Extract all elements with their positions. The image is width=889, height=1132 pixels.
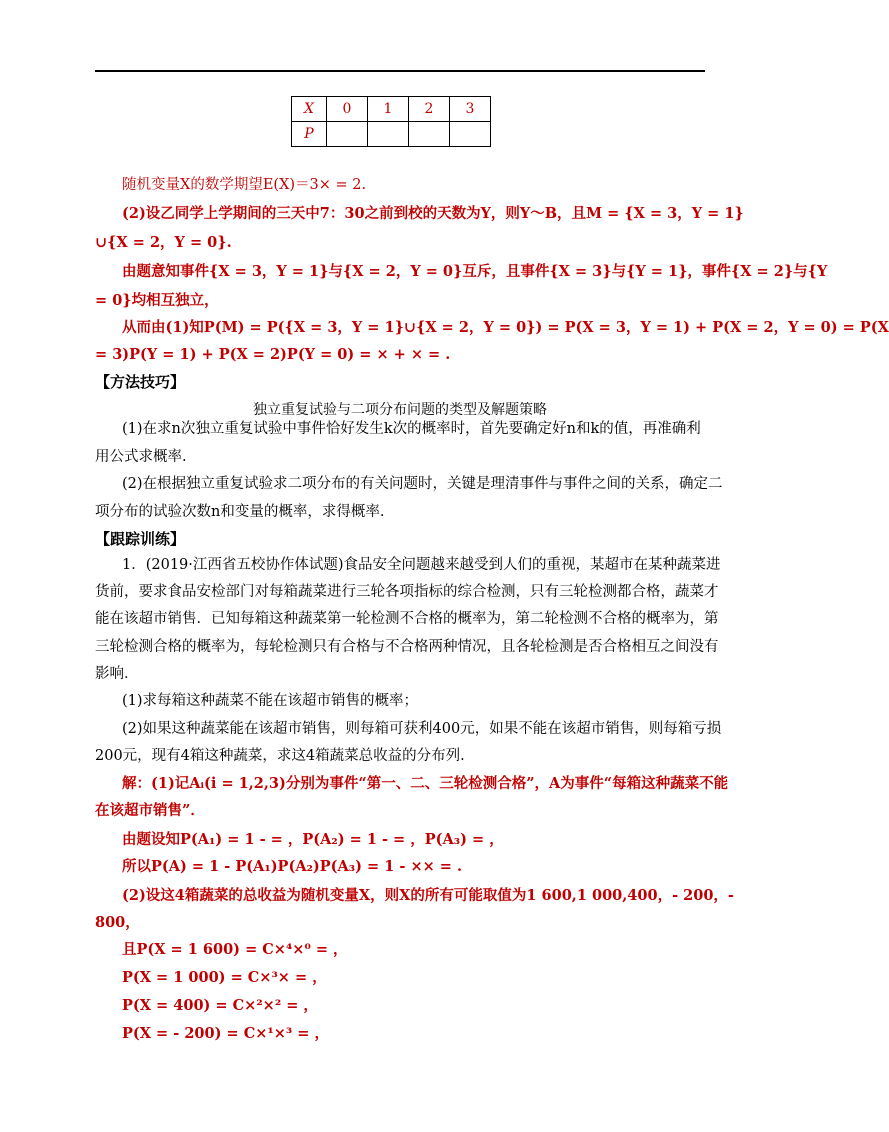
text-line: (2)在根据独立重复试验求二项分布的有关问题时，关键是理清事件与事件之间的关系，确定二 — [122, 476, 723, 492]
table-row — [292, 122, 491, 147]
table-cell — [409, 122, 450, 147]
text-line: ∪{X = 2，Y = 0}. — [95, 234, 232, 251]
text-line: 三轮检测合格的概率为，每轮检测只有合格与不合格两种情况，且各轮检测是否合格相互之间没有 — [95, 639, 719, 655]
text-line: = 3)P(Y = 1) + P(X = 2)P(Y = 0) = × + × = . — [95, 346, 451, 363]
table-cell: 0 — [327, 97, 368, 122]
header-rule — [95, 70, 705, 72]
table-header-row — [292, 97, 491, 122]
text-line: 由题意知事件{X = 3，Y = 1}与{X = 2，Y = 0}互斥，且事件{X = 3}与{Y = 1}，事件{X = 2}与{Y — [122, 263, 828, 280]
text-line: 800， — [95, 914, 140, 931]
text-line: 随机变量X的数学期望E(X)＝3× = 2. — [122, 177, 367, 193]
distribution-table — [291, 96, 491, 147]
table-cell — [450, 122, 491, 147]
text-line: 1．(2019·江西省五校协作体试题)食品安全问题越来越受到人们的重视，某超市在某种蔬菜进 — [122, 557, 721, 573]
text-line: 由题设知P(A₁) = 1 - = ，P(A₂) = 1 - = ，P(A₃) = ， — [122, 831, 504, 848]
table-cell: X — [292, 97, 327, 122]
table-cell: 2 — [409, 97, 450, 122]
section-heading: 【跟踪训练】 — [95, 530, 186, 548]
text-line: 用公式求概率. — [95, 449, 187, 465]
text-line: (2)设这4箱蔬菜的总收益为随机变量X，则X的所有可能取值为1 600,1 000,400，- 200，- — [122, 887, 734, 904]
text-line: 所以P(A) = 1 - P(A₁)P(A₂)P(A₃) = 1 - ×× = . — [122, 858, 463, 875]
table-cell: 1 — [368, 97, 409, 122]
table-cell — [327, 122, 368, 147]
text-line: 项分布的试验次数n和变量的概率，求得概率. — [95, 504, 385, 520]
text-line: 且P(X = 1 600) = C×⁴×⁰ = ， — [122, 941, 348, 958]
text-line: P(X = - 200) = C×¹×³ = ， — [122, 1025, 329, 1042]
text-line: (2)设乙同学上学期间的三天中7：30之前到校的天数为Y，则Y～B，且M = {X = 3，Y = 1} — [122, 205, 744, 222]
text-line: 能在该超市销售．已知每箱这种蔬菜第一轮检测不合格的概率为，第二轮检测不合格的概率为，第 — [95, 611, 719, 627]
text-line: (1)在求n次独立重复试验中事件恰好发生k次的概率时，首先要确定好n和k的值，再准确利 — [122, 421, 701, 437]
text-line: (2)如果这种蔬菜能在该超市销售，则每箱可获利400元，如果不能在该超市销售，则每箱亏损 — [122, 721, 722, 737]
text-line: 影响． — [95, 666, 139, 682]
table-cell — [368, 122, 409, 147]
section-heading: 【方法技巧】 — [95, 373, 186, 391]
text-line: 从而由(1)知P(M) = P({X = 3，Y = 1}∪{X = 2，Y = 0}) = P(X = 3，Y = 1) + P(X = 2，Y = 0) = P(X — [122, 319, 889, 336]
text-line: 200元，现有4箱这种蔬菜，求这4箱蔬菜总收益的分布列. — [95, 748, 465, 764]
text-line: (1)求每箱这种蔬菜不能在该超市销售的概率； — [122, 693, 419, 709]
text-line: 解：(1)记Aᵢ(i = 1,2,3)分别为事件“第一、二、三轮检测合格”，A为事件“每箱这种蔬菜不能 — [122, 775, 729, 792]
text-line: P(X = 1 000) = C×³× = ， — [122, 969, 327, 986]
table-cell: 3 — [450, 97, 491, 122]
text-line: = 0}均相互独立， — [95, 292, 219, 309]
subheading: 独立重复试验与二项分布问题的类型及解题策略 — [253, 402, 547, 418]
table-cell: P — [292, 122, 327, 147]
text-line: 在该超市销售”． — [95, 802, 205, 819]
text-line: 货前，要求食品安检部门对每箱蔬菜进行三轮各项指标的综合检测，只有三轮检测都合格，蔬菜才 — [95, 584, 719, 600]
text-line: P(X = 400) = C×²×² = ， — [122, 997, 318, 1014]
